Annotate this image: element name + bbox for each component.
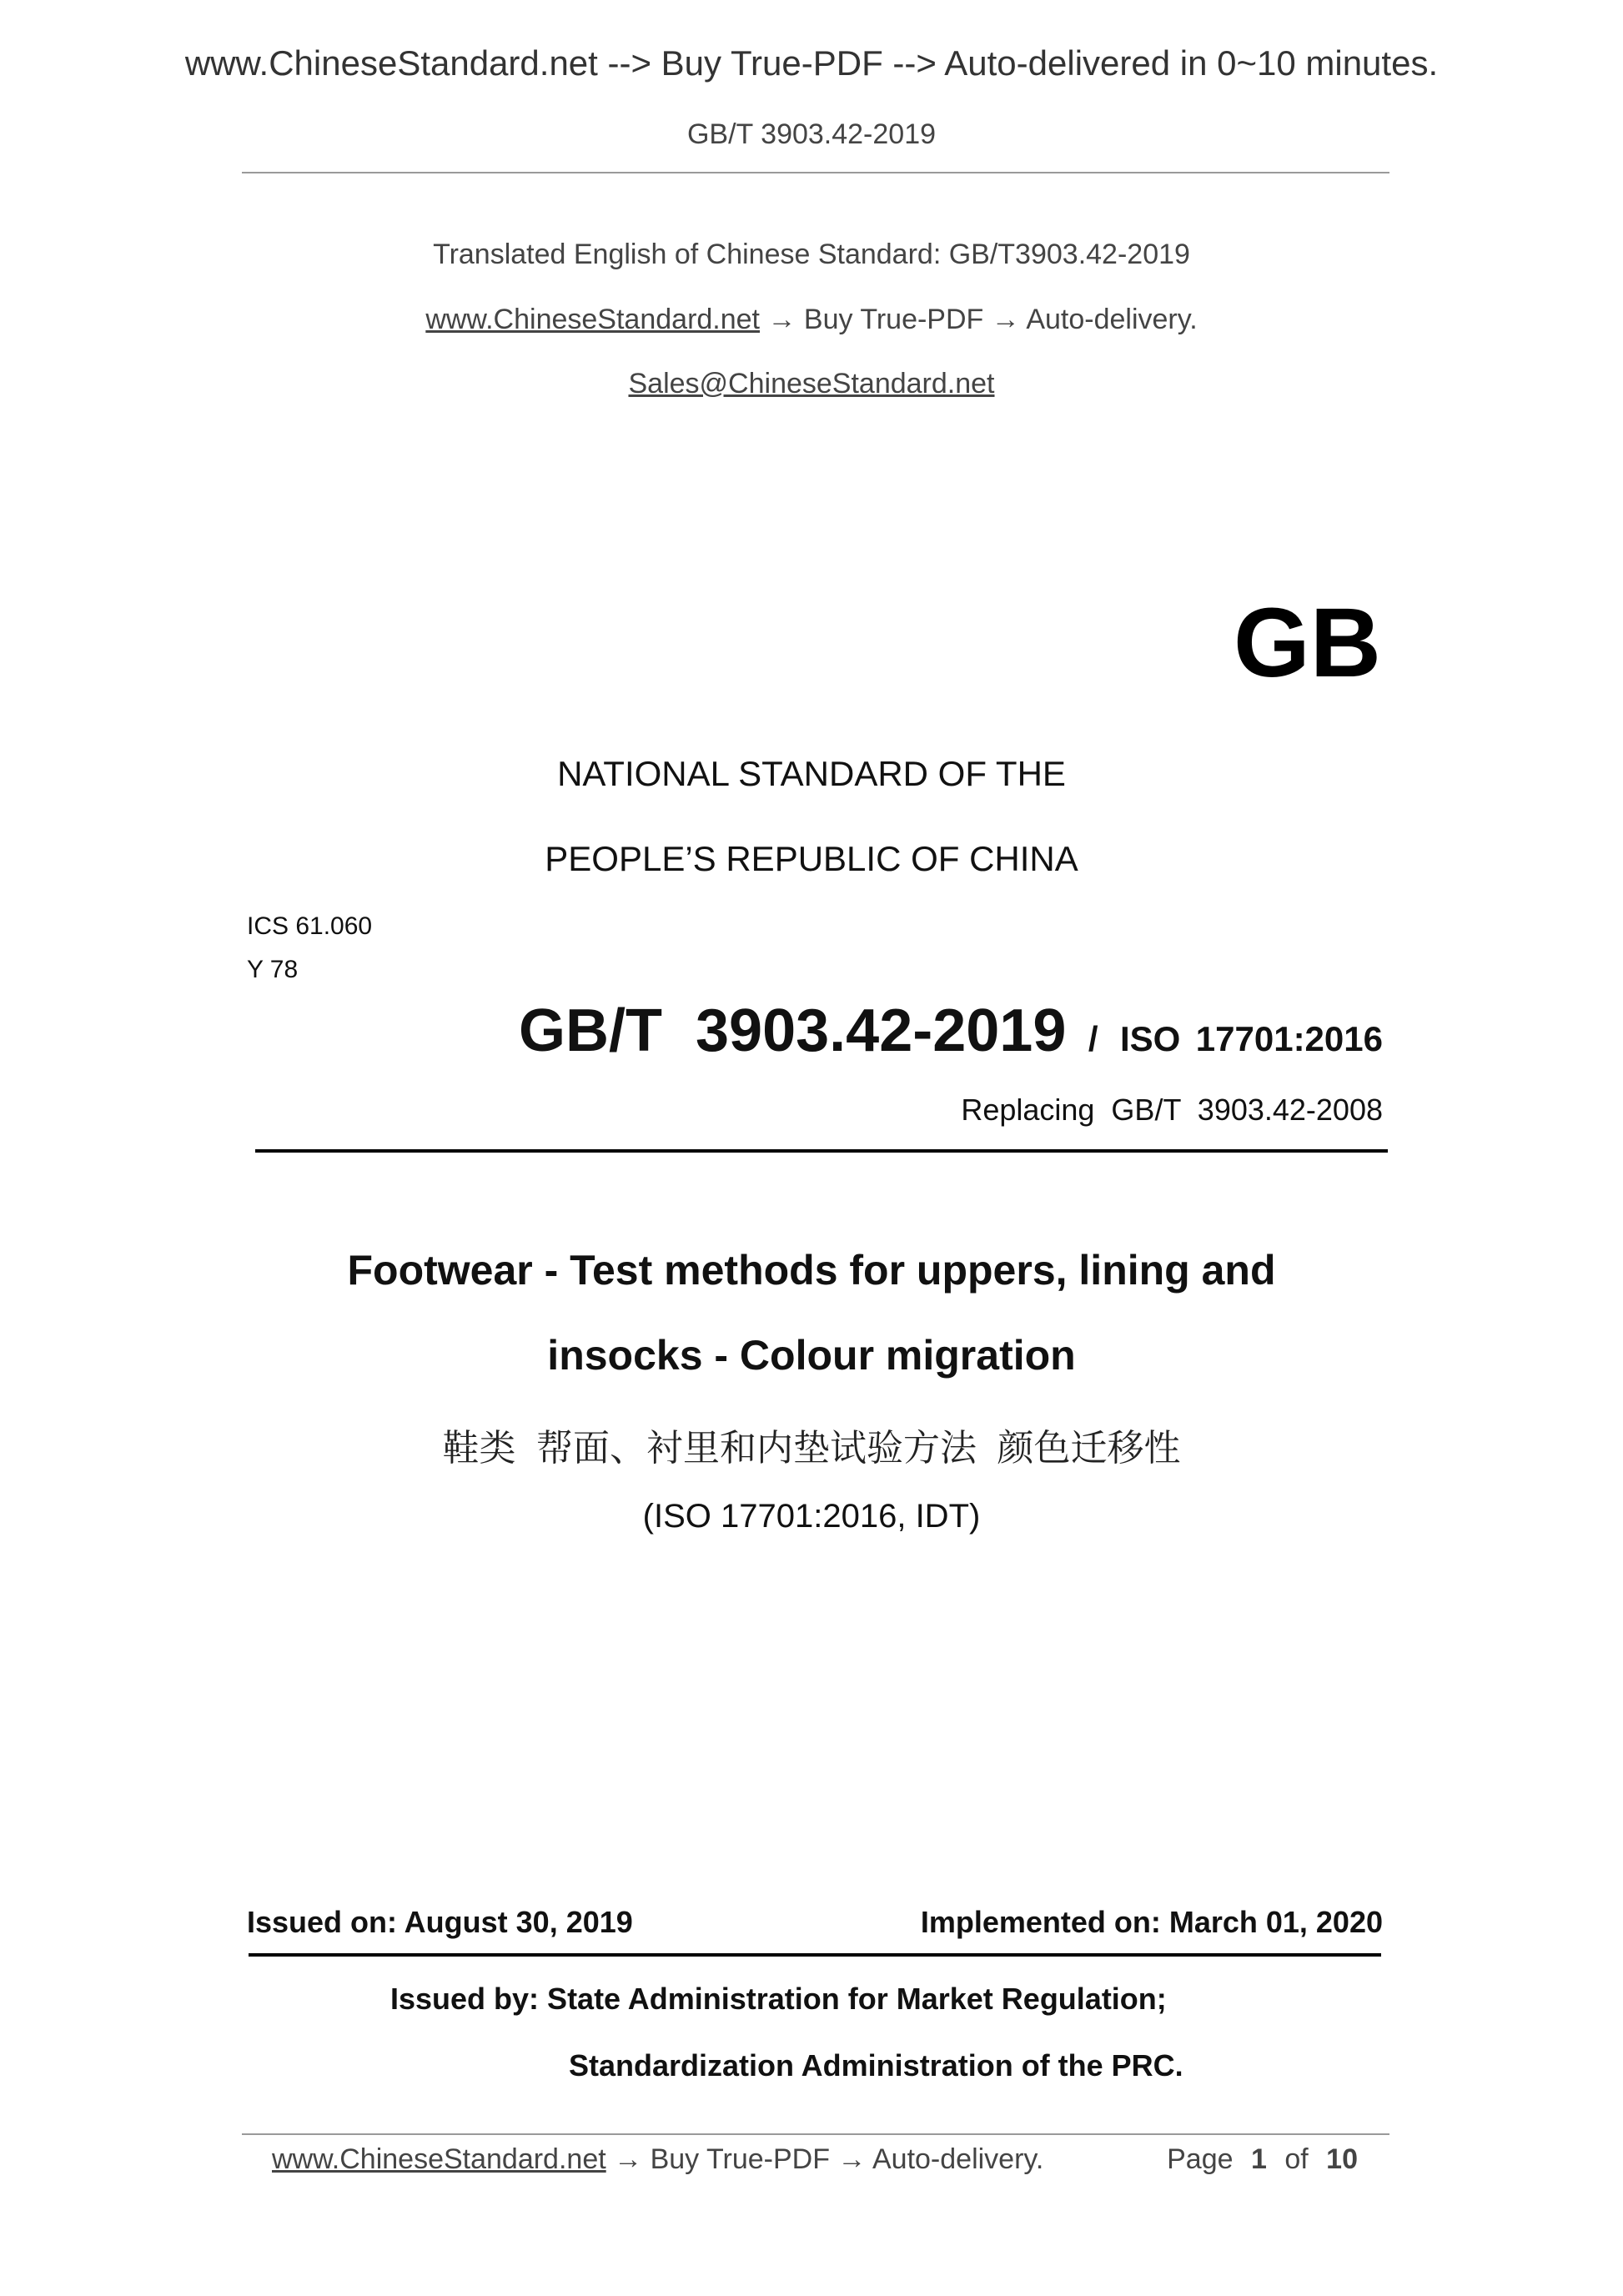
- ics-code: ICS 61.060: [247, 912, 373, 940]
- ccs-code: Y 78: [247, 956, 299, 983]
- dates-divider: [249, 1953, 1381, 1957]
- footer-site-suffix: → Buy True-PDF → Auto-delivery.: [605, 2143, 1044, 2175]
- national-line-1: NATIONAL STANDARD OF THE: [557, 754, 1066, 793]
- code-divider: [255, 1149, 1388, 1153]
- replacing-line: Replacing GB/T 3903.42-2008: [961, 1093, 1383, 1127]
- gb-logo: GB: [1234, 588, 1381, 698]
- standard-code-line: [518, 997, 1383, 1064]
- national-line-2: PEOPLE’S REPUBLIC OF CHINA: [545, 839, 1078, 878]
- of-label: of: [1284, 2143, 1309, 2175]
- email-link[interactable]: Sales@ChineseStandard.net: [628, 368, 995, 399]
- title-equivalence: (ISO 17701:2016, IDT): [642, 1498, 981, 1535]
- site-link[interactable]: www.ChineseStandard.net: [425, 304, 761, 335]
- code-separator: /: [1088, 1019, 1098, 1058]
- header-code: GB/T 3903.42-2019: [686, 118, 937, 150]
- title-line-1: Footwear - Test methods for uppers, lining and: [347, 1247, 1276, 1294]
- site-suffix: → Buy True-PDF → Auto-delivery.: [760, 304, 1198, 335]
- footer-divider: [242, 2133, 1389, 2135]
- top-banner: www.ChineseStandard.net --> Buy True-PDF --> Auto-delivered in 0~10 minutes.: [184, 43, 1439, 83]
- translation-line: Translated English of Chinese Standard: GB/T3903.42-2019: [433, 239, 1190, 270]
- title-chinese: 鞋类 帮面、衬里和内垫试验方法 颜色迁移性: [442, 1428, 1181, 1469]
- implemented-date: Implemented on: March 01, 2020: [920, 1905, 1383, 1939]
- title-line-2: insocks - Colour migration: [547, 1332, 1076, 1379]
- page-number: 1: [1250, 2143, 1267, 2175]
- page-indicator: [1167, 2143, 1358, 2176]
- email-line: [0, 368, 1623, 400]
- page-label: Page: [1167, 2143, 1234, 2175]
- translation-site-line: [0, 304, 1623, 336]
- standard-code: GB/T 3903.42-2019: [518, 997, 1067, 1064]
- footer-site-link[interactable]: www.ChineseStandard.net: [272, 2143, 606, 2175]
- footer-site-line: [272, 2143, 1043, 2176]
- issuer-line-2: Standardization Administration of the PRC.: [569, 2048, 1183, 2082]
- issued-date: Issued on: August 30, 2019: [247, 1905, 633, 1939]
- header-divider: [242, 172, 1389, 173]
- page-total: 10: [1326, 2143, 1358, 2175]
- issuer-line-1: Issued by: State Administration for Market Regulation;: [390, 1982, 1167, 2016]
- iso-code: 17701:2016: [1195, 1019, 1383, 1058]
- iso-prefix: ISO: [1119, 1019, 1181, 1058]
